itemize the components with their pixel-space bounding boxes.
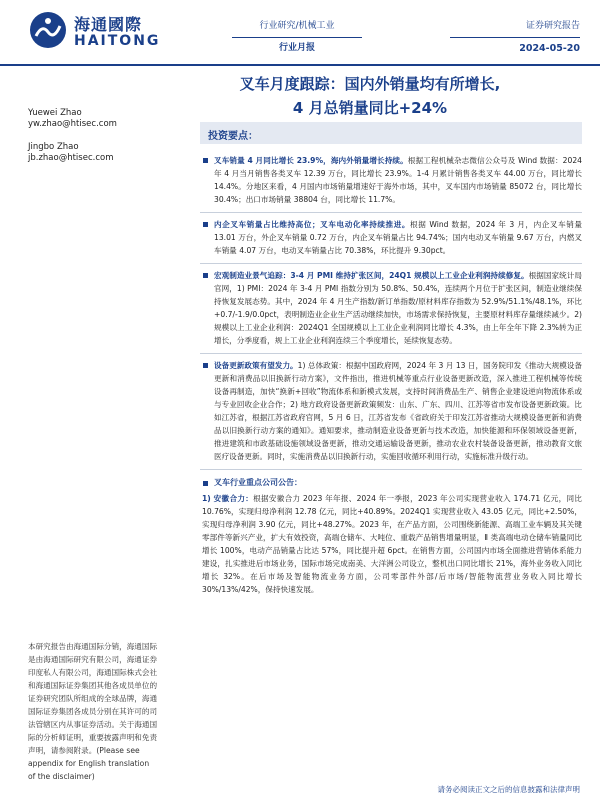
header-divider [232, 37, 362, 38]
header-report-label: 证券研究报告 [525, 21, 580, 31]
analyst-entry [28, 108, 158, 130]
companies-heading-text: 叉车行业重点公司公告： [214, 478, 302, 487]
footer-note: 请务必阅读正文之后的信息披露和法律声明 [437, 785, 580, 794]
key-point-body: 根据国家统计局官网，1) PMI：2024 年 3-4 月 PMI 指数分别为 50.8%、50.4%，连续两个月位于扩张区间，制造业继续保持恢复发展态势。其中，2024 年 4 月生产指数/新订单指数/原材料库存指数为 52.9%/51.1%/48.1%，环比+0.7/-1.9/0.0pct，表明制造业企业生产活动继续加快，市场需求保持恢复，主要原材料库存量继续减少。2) 规模以上工业企业利润：2024Q1 全国规模以上工业企业利润同比增长 4.3%，由上年全年下降 2.3%转为正增长，分季度看，规上工业企业利润连续三个季度增长，延续恢复态势。 [214, 271, 583, 345]
key-point-lead: 宏观制造业景气追踪：3-4 月 PMI 维持扩张区间，24Q1 规模以上工业企业利润持续修复。 [214, 271, 529, 280]
analyst-name: Jingbo Zhao [28, 142, 79, 152]
key-point-lead: 叉车销量 4 月同比增长 23.9%，海内外销量增长持续。 [214, 156, 408, 165]
key-point-lead: 内企叉车销量占比维持高位；叉车电动化率持续推进。 [214, 220, 411, 229]
logo-text-en: HAITONG [74, 33, 161, 49]
key-point [200, 269, 582, 347]
bullet-square-icon [203, 222, 208, 227]
title-line-2: 4 月总销量同比+24% [292, 99, 448, 117]
key-point-lead: 设备更新政策有望发力。 [214, 361, 298, 370]
divider [200, 353, 582, 354]
bullet-square-icon [203, 363, 208, 368]
header-divider [450, 37, 580, 38]
companies-heading [200, 476, 582, 490]
header-meta-block [450, 20, 580, 55]
divider [200, 469, 582, 470]
main-content [200, 122, 582, 596]
divider [200, 263, 582, 264]
bullet-square-icon [203, 273, 208, 278]
key-point [200, 359, 582, 463]
disclaimer: 本研究报告由海通国际分销，海通国际是由海通国际研究有限公司，海通证券印度私人有限公司，海通国际株式会社和海通国际证券集团其他各成员单位的证券研究团队所组成的全球品牌，海通国际证券集团各成员分别在其许可的司法管辖区内从事证券活动。关于海通国际的分析师证明，重要披露声明和免责声明，请参阅附录。(Please see appendix for English translation of the disclaimer) [28, 642, 158, 781]
title-line-1: 叉车月度跟踪：国内外销量均有所增长, [239, 75, 501, 93]
company-lead: 1) 安徽合力： [202, 494, 254, 503]
bullet-square-icon [203, 158, 208, 163]
company-body: 根据安徽合力 2023 年年报、2024 年一季报，2023 年公司实现营业收入 174.71 亿元，同比 10.76%，实现归母净利润 12.78 亿元，同比+40.89%。2024Q1 实现营业收入 43.05 亿元，同比+2.50%，实现归母净利润 3.90 亿元，同比+48.27%。2023 年，在产品方面，公司围绕新能源、高端工业车辆及其关键零部件等新兴产业，扩大有效投资，高端仓储车、大吨位、重载产品销售增量明显，Ⅱ 类高端电动仓储车销量同比增长 100%，电动产品销量占比达 57%，同比提升超 6pct。在销售方面，公司国内市场全面推进营销体系能力建设，扎实推进后市场业务，国际市场完成南美、大洋洲公司设立，整机出口同比增长 21%，海外业务收入同比增长 32%。在后市场及智能物流业务方面，公司零部件外部/后市场/智能物流营业务收入同比增长 30%/13%/42%，保持快速发展。 [202, 494, 582, 594]
logo-text-cn: 海通國際 [74, 15, 143, 34]
analyst-entry [28, 142, 158, 164]
key-point [200, 154, 582, 206]
header-rule [0, 64, 600, 66]
company-announcement [200, 492, 582, 596]
header-date: 2024-05-20 [519, 43, 580, 54]
bullet-square-icon [203, 481, 208, 486]
key-point [200, 218, 582, 257]
divider [200, 212, 582, 213]
report-header [0, 0, 600, 62]
analyst-name: Yuewei Zhao [28, 108, 82, 118]
analyst-email[interactable]: yw.zhao@htisec.com [28, 119, 117, 129]
analyst-email[interactable]: jb.zhao@htisec.com [28, 153, 114, 163]
key-point-body: 根据工程机械杂志微信公众号及 Wind 数据：2024 年 4 月当月销售各类叉车 12.39 万台，同比增长 23.9%。1-4 月累计销售各类叉车 44.00 万台，同比增长 14.4%。分地区来看，4 月国内市场销量增速好于海外市场，其中，叉车国内市场销量 85072 台，同比增长 30.4%；出口市场销量 38804 台，同比增长 11.7%。 [214, 156, 582, 204]
section-heading: 投资要点： [200, 122, 582, 144]
haitong-logo [28, 8, 188, 52]
header-category: 行业研究/机械工业 [259, 21, 335, 31]
key-point-body: 根据 Wind 数据，2024 年 3 月，内企叉车销量 13.01 万台，外企叉车销量 0.72 万台，内企叉车销量占比 94.74%；国内电动叉车销量 9.67 万台，内燃叉车销量 4.07 万台，电动叉车销量占比 70.38%，环比提升 9.30pct。 [214, 220, 583, 255]
haitong-logo-icon [28, 10, 68, 50]
header-report-type: 行业月报 [278, 43, 315, 53]
header-category-block [232, 20, 362, 55]
report-title [160, 72, 580, 120]
key-point-body: 1) 总体政策：根据中国政府网，2024 年 3 月 13 日，国务院印发《推动大规模设备更新和消费品以旧换新行动方案》，文件指出，推进机械等重点行业设备更新改造，深入推进工程机械等传统设备再制造，加快“换新+回收”物流体系和新模式发展，支持时间消费品生产、销售企业建设逆向物流体系或与专业回收企业合作；2) 地方政府设备更新政策频发：山东、广东、四川、江苏等省市发布设备更新政策。比如江苏省，根据江苏省政府官网，5 月 6 日，江苏省发布《省政府关于印发江苏省推动大规模设备更新和消费品以旧换新行动方案的通知》。通知要求，推动制造业设备更新与技术改造，加快能源和环保领域设备更新，推进建筑和市政基础设施领域设备更新，推动交通运输设备更新，推动农业农村装备设备更新，推动教育文旅医疗设备更新。同时，实施消费品以旧换新行动，实施回收循环利用行动，实施标准升级行动。 [214, 361, 583, 461]
analyst-list [28, 108, 158, 176]
